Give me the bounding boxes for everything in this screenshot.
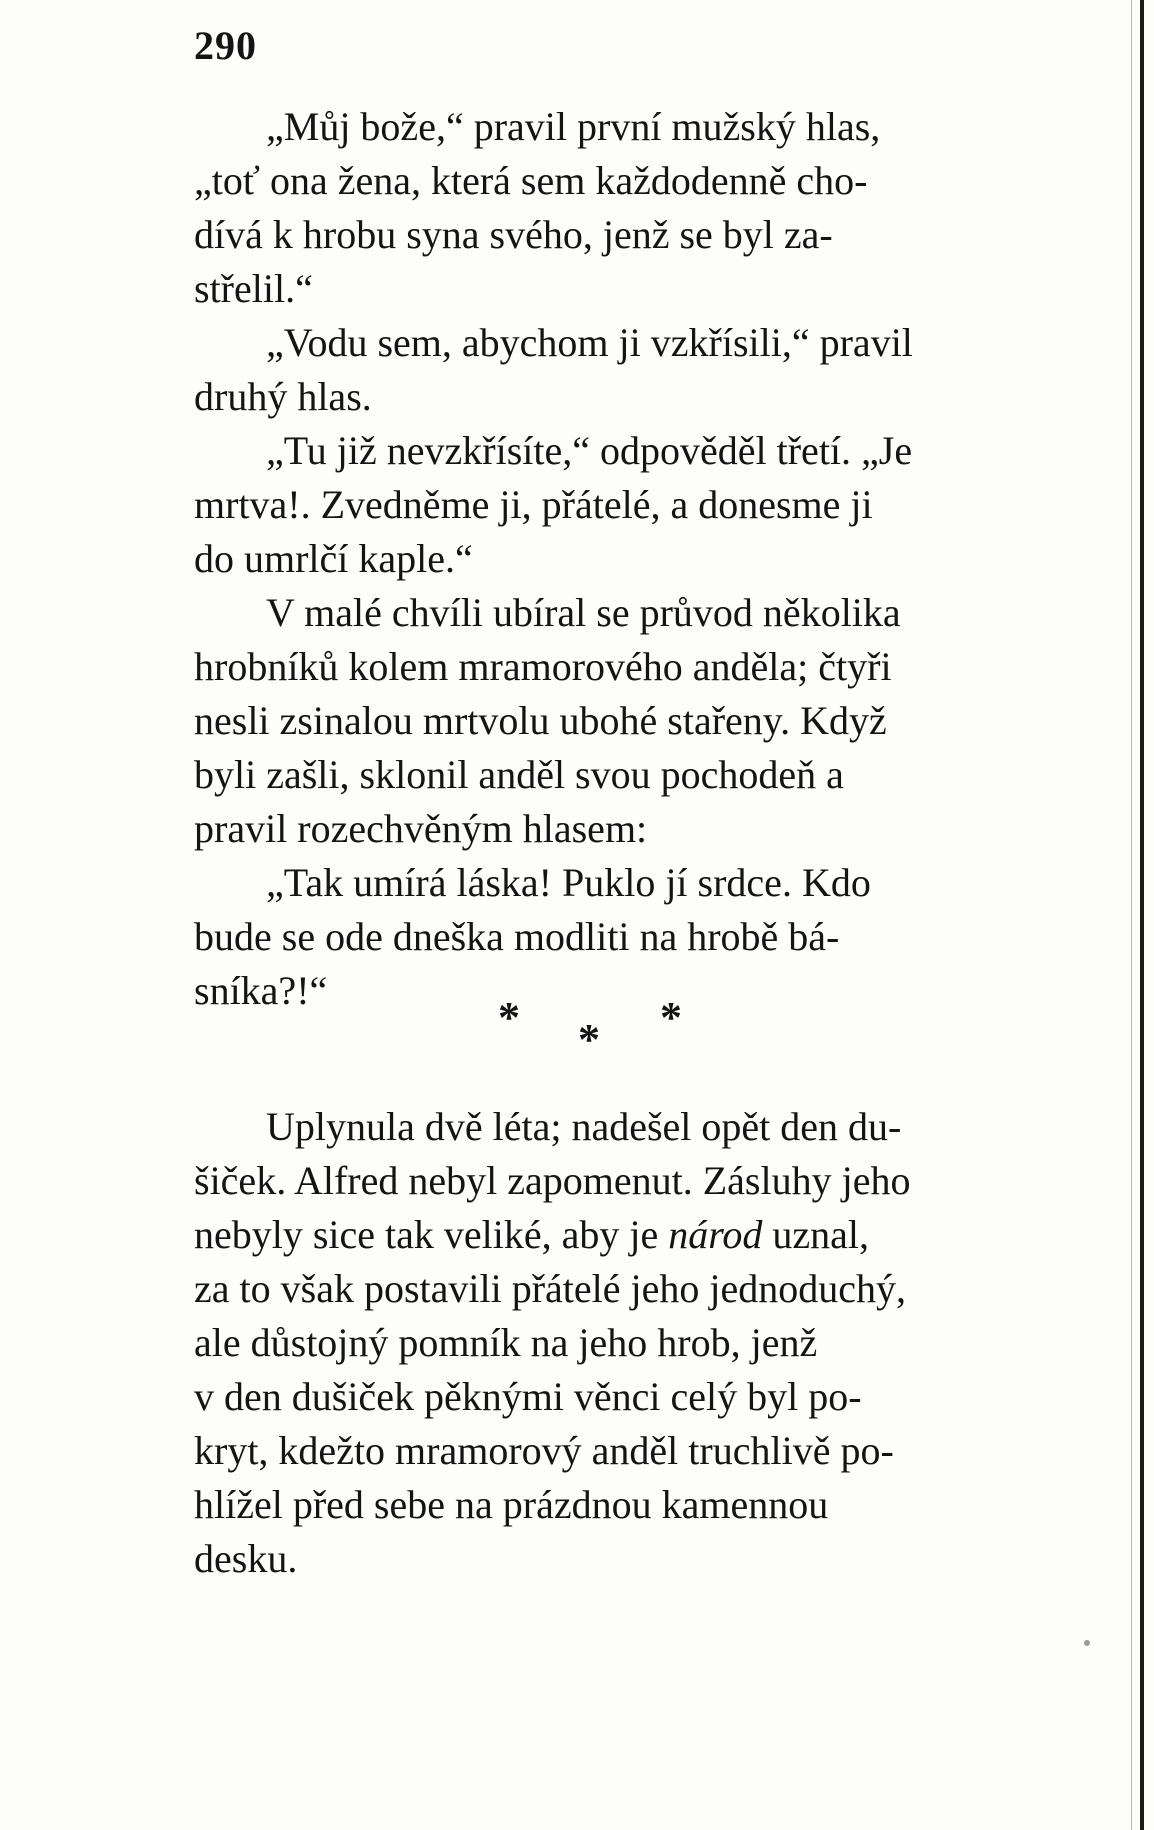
section-separator-asterism <box>470 990 710 1080</box>
asterisk-left: * <box>498 993 520 1042</box>
asterisk-right: * <box>660 993 682 1042</box>
closing-emphasis: národ <box>668 1212 763 1257</box>
print-speck <box>1084 1640 1090 1646</box>
asterisk-center: * <box>578 1015 600 1064</box>
text-block-closing <box>194 1100 1042 1586</box>
paragraph-4: V malé chvíli ubíral se průvod několika hrobníků kolem mramorového anděla; čtyři nesli zsinalou mrtvolu ubohé stařeny. Když byli zašli, sklonil anděl svou pochodeň a pravil rozechvěným hlasem: <box>194 590 901 851</box>
page-number: 290 <box>194 23 257 68</box>
paragraph-1: „Můj bože,“ pravil první mužský hlas, „toť ona žena, která sem každodenně cho- dívá k hrobu syna svého, jenž se byl za- střelil.“ <box>194 104 881 311</box>
paragraph-3: „Tu již nevzkřísíte,“ odpověděl třetí. „Je mrtva!. Zvedněme ji, přátelé, a donesme ji do umrlčí kaple.“ <box>194 428 913 581</box>
paragraph-2: „Vodu sem, abychom ji vzkřísili,“ pravil druhý hlas. <box>194 320 913 419</box>
closing-text-end: uznal, za to však postavili přátelé jeho jednoduchý, ale důstojný pomník na jeho hrob, jenž v den dušiček pěknými věnci celý byl po- kryt, kdežto mramorový anděl truchlivě po- hlížel před sebe na prázdnou kamennou desku. <box>194 1212 907 1581</box>
page-edge-line <box>1131 0 1132 1830</box>
page-edge-border <box>1140 0 1144 1830</box>
paragraph-closing <box>194 1100 1042 1586</box>
closing-text-start: Uplynula dvě léta; nadešel opět den du- šiček. Alfred nebyl zapomenut. Zásluhy jeho nebyly sice tak veliké, aby je <box>194 1104 911 1257</box>
text-block-dialogue <box>194 100 1042 1018</box>
paragraph-5: „Tak umírá láska! Puklo jí srdce. Kdo bude se ode dneška modliti na hrobě bá- sníka?!“ <box>194 860 871 1013</box>
